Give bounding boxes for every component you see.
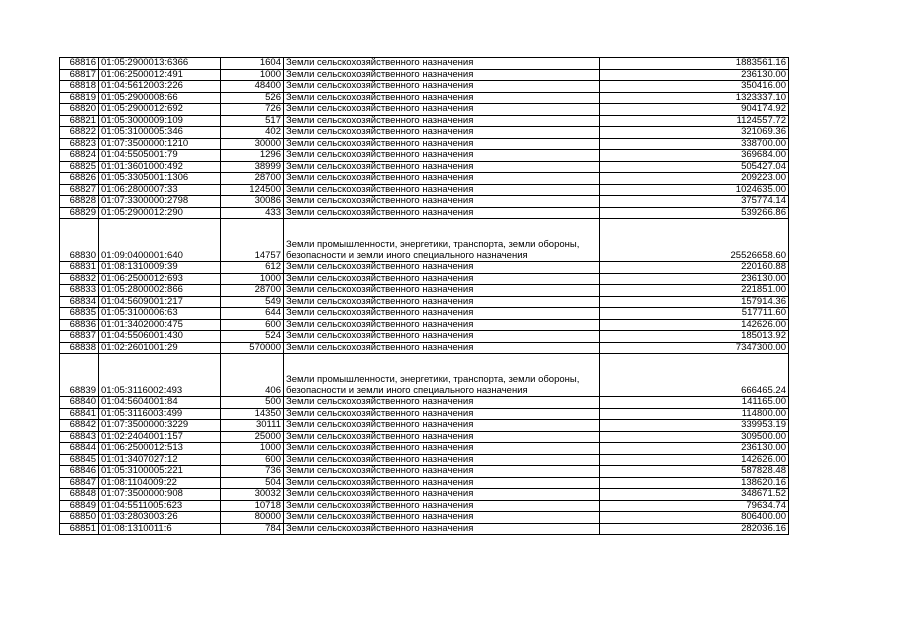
cadastral-number-cell: 01:06:2500012:513 xyxy=(99,443,221,455)
cadastral-value-cell: 309500.00 xyxy=(600,431,789,443)
row-number-cell: 68832 xyxy=(60,273,99,285)
land-category-cell: Земли сельскохозяйственного назначения xyxy=(284,138,600,150)
cadastral-number-cell: 01:06:2500012:491 xyxy=(99,69,221,81)
cadastral-number-cell: 01:07:3500000:1210 xyxy=(99,138,221,150)
cadastral-number-cell: 01:06:2800007:33 xyxy=(99,184,221,196)
land-category-cell: Земли промышленности, энергетики, транспорта, земли обороны, безопасности и земли иного специального назначения xyxy=(284,219,600,262)
cadastral-value-cell: 1024635.00 xyxy=(600,184,789,196)
area-cell: 736 xyxy=(221,466,284,478)
area-cell: 30086 xyxy=(221,196,284,208)
area-cell: 30111 xyxy=(221,420,284,432)
cadastral-value-cell: 1883561.16 xyxy=(600,58,789,70)
land-category-cell: Земли сельскохозяйственного назначения xyxy=(284,150,600,162)
land-category-cell: Земли сельскохозяйственного назначения xyxy=(284,331,600,343)
table-row xyxy=(60,69,789,81)
area-cell: 600 xyxy=(221,319,284,331)
table-row xyxy=(60,285,789,297)
cadastral-value-cell: 369684.00 xyxy=(600,150,789,162)
table-row xyxy=(60,397,789,409)
row-number-cell: 68819 xyxy=(60,92,99,104)
row-number-cell: 68842 xyxy=(60,420,99,432)
table-row xyxy=(60,319,789,331)
land-category-cell: Земли сельскохозяйственного назначения xyxy=(284,454,600,466)
row-number-cell: 68840 xyxy=(60,397,99,409)
land-category-cell: Земли сельскохозяйственного назначения xyxy=(284,512,600,524)
cadastral-value-cell: 221851.00 xyxy=(600,285,789,297)
land-category-cell: Земли сельскохозяйственного назначения xyxy=(284,161,600,173)
area-cell: 1000 xyxy=(221,273,284,285)
area-cell: 28700 xyxy=(221,173,284,185)
area-cell: 38999 xyxy=(221,161,284,173)
table-row xyxy=(60,296,789,308)
cadastral-number-cell: 01:04:5604001:84 xyxy=(99,397,221,409)
cadastral-number-cell: 01:05:3000009:109 xyxy=(99,115,221,127)
cadastral-value-cell: 806400.00 xyxy=(600,512,789,524)
table-row xyxy=(60,443,789,455)
land-category-cell: Земли сельскохозяйственного назначения xyxy=(284,431,600,443)
table-body xyxy=(60,58,789,535)
table-row xyxy=(60,127,789,139)
cadastral-value-cell: 666465.24 xyxy=(600,354,789,397)
cadastral-number-cell: 01:05:3100005:346 xyxy=(99,127,221,139)
table-row xyxy=(60,150,789,162)
row-number-cell: 68834 xyxy=(60,296,99,308)
area-cell: 433 xyxy=(221,207,284,219)
cadastral-number-cell: 01:08:1310009:39 xyxy=(99,262,221,274)
table-row xyxy=(60,431,789,443)
row-number-cell: 68846 xyxy=(60,466,99,478)
table-row xyxy=(60,58,789,70)
land-category-cell: Земли сельскохозяйственного назначения xyxy=(284,69,600,81)
area-cell: 10718 xyxy=(221,500,284,512)
cadastral-value-cell: 157914.36 xyxy=(600,296,789,308)
row-number-cell: 68829 xyxy=(60,207,99,219)
cadastral-number-cell: 01:05:2900008:66 xyxy=(99,92,221,104)
row-number-cell: 68851 xyxy=(60,523,99,535)
cadastral-value-cell: 338700.00 xyxy=(600,138,789,150)
row-number-cell: 68824 xyxy=(60,150,99,162)
row-number-cell: 68835 xyxy=(60,308,99,320)
table-row xyxy=(60,420,789,432)
cadastral-number-cell: 01:05:2900012:290 xyxy=(99,207,221,219)
area-cell: 1604 xyxy=(221,58,284,70)
table-row xyxy=(60,115,789,127)
land-category-cell: Земли сельскохозяйственного назначения xyxy=(284,262,600,274)
cadastral-value-cell: 25526658.60 xyxy=(600,219,789,262)
cadastral-value-cell: 339953.19 xyxy=(600,420,789,432)
land-category-cell: Земли промышленности, энергетики, транспорта, земли обороны, безопасности и земли иного специального назначения xyxy=(284,354,600,397)
land-category-cell: Земли сельскохозяйственного назначения xyxy=(284,81,600,93)
land-category-cell: Земли сельскохозяйственного назначения xyxy=(284,408,600,420)
area-cell: 1000 xyxy=(221,69,284,81)
row-number-cell: 68843 xyxy=(60,431,99,443)
area-cell: 30032 xyxy=(221,489,284,501)
table-row xyxy=(60,138,789,150)
cadastral-number-cell: 01:08:1310011:6 xyxy=(99,523,221,535)
row-number-cell: 68844 xyxy=(60,443,99,455)
area-cell: 28700 xyxy=(221,285,284,297)
area-cell: 406 xyxy=(221,354,284,397)
land-category-cell: Земли сельскохозяйственного назначения xyxy=(284,207,600,219)
cadastral-number-cell: 01:04:5609001:217 xyxy=(99,296,221,308)
row-number-cell: 68848 xyxy=(60,489,99,501)
table-row xyxy=(60,354,789,397)
cadastral-value-cell: 1323337.10 xyxy=(600,92,789,104)
land-registry-sheet xyxy=(59,57,789,535)
land-category-cell: Земли сельскохозяйственного назначения xyxy=(284,500,600,512)
area-cell: 500 xyxy=(221,397,284,409)
cadastral-value-cell: 348671.52 xyxy=(600,489,789,501)
land-category-cell: Земли сельскохозяйственного назначения xyxy=(284,273,600,285)
table-row xyxy=(60,273,789,285)
cadastral-value-cell: 236130.00 xyxy=(600,273,789,285)
cadastral-value-cell: 350416.00 xyxy=(600,81,789,93)
cadastral-value-cell: 185013.92 xyxy=(600,331,789,343)
table-row xyxy=(60,262,789,274)
cadastral-value-cell: 138620.16 xyxy=(600,477,789,489)
area-cell: 644 xyxy=(221,308,284,320)
area-cell: 80000 xyxy=(221,512,284,524)
row-number-cell: 68825 xyxy=(60,161,99,173)
area-cell: 784 xyxy=(221,523,284,535)
cadastral-number-cell: 01:07:3300000:2798 xyxy=(99,196,221,208)
table-row xyxy=(60,308,789,320)
row-number-cell: 68831 xyxy=(60,262,99,274)
row-number-cell: 68847 xyxy=(60,477,99,489)
land-category-cell: Земли сельскохозяйственного назначения xyxy=(284,477,600,489)
table-row xyxy=(60,523,789,535)
cadastral-number-cell: 01:06:2500012:693 xyxy=(99,273,221,285)
land-category-cell: Земли сельскохозяйственного назначения xyxy=(284,420,600,432)
land-category-cell: Земли сельскохозяйственного назначения xyxy=(284,92,600,104)
cadastral-value-cell: 209223.00 xyxy=(600,173,789,185)
area-cell: 526 xyxy=(221,92,284,104)
table-row xyxy=(60,219,789,262)
row-number-cell: 68850 xyxy=(60,512,99,524)
cadastral-value-cell: 587828.48 xyxy=(600,466,789,478)
cadastral-number-cell: 01:05:2900013:6366 xyxy=(99,58,221,70)
row-number-cell: 68822 xyxy=(60,127,99,139)
area-cell: 504 xyxy=(221,477,284,489)
land-category-cell: Земли сельскохозяйственного назначения xyxy=(284,127,600,139)
table-row xyxy=(60,173,789,185)
cadastral-number-cell: 01:07:3500000:3229 xyxy=(99,420,221,432)
cadastral-value-cell: 505427.04 xyxy=(600,161,789,173)
cadastral-number-cell: 01:02:2601001:29 xyxy=(99,342,221,354)
row-number-cell: 68841 xyxy=(60,408,99,420)
row-number-cell: 68816 xyxy=(60,58,99,70)
row-number-cell: 68836 xyxy=(60,319,99,331)
cadastral-value-cell: 142626.00 xyxy=(600,319,789,331)
land-category-cell: Земли сельскохозяйственного назначения xyxy=(284,466,600,478)
table-row xyxy=(60,104,789,116)
row-number-cell: 68828 xyxy=(60,196,99,208)
cadastral-value-cell: 141165.00 xyxy=(600,397,789,409)
land-plot-table xyxy=(59,57,789,535)
table-row xyxy=(60,477,789,489)
row-number-cell: 68837 xyxy=(60,331,99,343)
area-cell: 30000 xyxy=(221,138,284,150)
row-number-cell: 68830 xyxy=(60,219,99,262)
area-cell: 612 xyxy=(221,262,284,274)
land-category-cell: Земли сельскохозяйственного назначения xyxy=(284,319,600,331)
land-category-cell: Земли сельскохозяйственного назначения xyxy=(284,342,600,354)
cadastral-number-cell: 01:05:3305001:1306 xyxy=(99,173,221,185)
area-cell: 600 xyxy=(221,454,284,466)
table-row xyxy=(60,466,789,478)
cadastral-number-cell: 01:05:2900012:692 xyxy=(99,104,221,116)
cadastral-value-cell: 1124557.72 xyxy=(600,115,789,127)
cadastral-number-cell: 01:04:5612003:226 xyxy=(99,81,221,93)
cadastral-value-cell: 539266.86 xyxy=(600,207,789,219)
table-row xyxy=(60,342,789,354)
table-row xyxy=(60,331,789,343)
row-number-cell: 68838 xyxy=(60,342,99,354)
area-cell: 14757 xyxy=(221,219,284,262)
area-cell: 402 xyxy=(221,127,284,139)
land-category-cell: Земли сельскохозяйственного назначения xyxy=(284,285,600,297)
area-cell: 124500 xyxy=(221,184,284,196)
table-row xyxy=(60,512,789,524)
area-cell: 524 xyxy=(221,331,284,343)
cadastral-value-cell: 114800.00 xyxy=(600,408,789,420)
row-number-cell: 68845 xyxy=(60,454,99,466)
area-cell: 1000 xyxy=(221,443,284,455)
cadastral-number-cell: 01:05:3100006:63 xyxy=(99,308,221,320)
cadastral-value-cell: 142626.00 xyxy=(600,454,789,466)
area-cell: 726 xyxy=(221,104,284,116)
cadastral-value-cell: 7347300.00 xyxy=(600,342,789,354)
land-category-cell: Земли сельскохозяйственного назначения xyxy=(284,308,600,320)
row-number-cell: 68839 xyxy=(60,354,99,397)
row-number-cell: 68821 xyxy=(60,115,99,127)
cadastral-number-cell: 01:01:3402000:475 xyxy=(99,319,221,331)
table-row xyxy=(60,81,789,93)
cadastral-number-cell: 01:05:3116002:493 xyxy=(99,354,221,397)
row-number-cell: 68818 xyxy=(60,81,99,93)
land-category-cell: Земли сельскохозяйственного назначения xyxy=(284,397,600,409)
table-row xyxy=(60,408,789,420)
cadastral-number-cell: 01:01:3407027:12 xyxy=(99,454,221,466)
table-row xyxy=(60,196,789,208)
row-number-cell: 68833 xyxy=(60,285,99,297)
area-cell: 517 xyxy=(221,115,284,127)
area-cell: 549 xyxy=(221,296,284,308)
row-number-cell: 68849 xyxy=(60,500,99,512)
cadastral-value-cell: 220160.88 xyxy=(600,262,789,274)
land-category-cell: Земли сельскохозяйственного назначения xyxy=(284,489,600,501)
table-row xyxy=(60,489,789,501)
cadastral-number-cell: 01:03:2803003:26 xyxy=(99,512,221,524)
cadastral-number-cell: 01:05:2800002:866 xyxy=(99,285,221,297)
land-category-cell: Земли сельскохозяйственного назначения xyxy=(284,115,600,127)
cadastral-value-cell: 375774.14 xyxy=(600,196,789,208)
cadastral-value-cell: 517711.60 xyxy=(600,308,789,320)
cadastral-number-cell: 01:08:1104009:22 xyxy=(99,477,221,489)
cadastral-number-cell: 01:04:5505001:79 xyxy=(99,150,221,162)
table-row xyxy=(60,500,789,512)
area-cell: 1296 xyxy=(221,150,284,162)
area-cell: 14350 xyxy=(221,408,284,420)
row-number-cell: 68827 xyxy=(60,184,99,196)
cadastral-value-cell: 236130.00 xyxy=(600,443,789,455)
land-category-cell: Земли сельскохозяйственного назначения xyxy=(284,104,600,116)
cadastral-number-cell: 01:09:0400001:640 xyxy=(99,219,221,262)
land-category-cell: Земли сельскохозяйственного назначения xyxy=(284,523,600,535)
cadastral-value-cell: 236130.00 xyxy=(600,69,789,81)
row-number-cell: 68820 xyxy=(60,104,99,116)
cadastral-value-cell: 321069.36 xyxy=(600,127,789,139)
land-category-cell: Земли сельскохозяйственного назначения xyxy=(284,58,600,70)
row-number-cell: 68826 xyxy=(60,173,99,185)
table-row xyxy=(60,207,789,219)
cadastral-value-cell: 282036.16 xyxy=(600,523,789,535)
cadastral-number-cell: 01:04:5511005:623 xyxy=(99,500,221,512)
cadastral-number-cell: 01:01:3601000:492 xyxy=(99,161,221,173)
cadastral-number-cell: 01:04:5506001:430 xyxy=(99,331,221,343)
table-row xyxy=(60,92,789,104)
cadastral-number-cell: 01:02:2404001:157 xyxy=(99,431,221,443)
row-number-cell: 68823 xyxy=(60,138,99,150)
cadastral-value-cell: 79634.74 xyxy=(600,500,789,512)
land-category-cell: Земли сельскохозяйственного назначения xyxy=(284,173,600,185)
area-cell: 48400 xyxy=(221,81,284,93)
land-category-cell: Земли сельскохозяйственного назначения xyxy=(284,443,600,455)
cadastral-number-cell: 01:07:3500000:908 xyxy=(99,489,221,501)
cadastral-number-cell: 01:05:3100005:221 xyxy=(99,466,221,478)
table-row xyxy=(60,161,789,173)
table-row xyxy=(60,454,789,466)
land-category-cell: Земли сельскохозяйственного назначения xyxy=(284,196,600,208)
cadastral-value-cell: 904174.92 xyxy=(600,104,789,116)
row-number-cell: 68817 xyxy=(60,69,99,81)
area-cell: 25000 xyxy=(221,431,284,443)
land-category-cell: Земли сельскохозяйственного назначения xyxy=(284,184,600,196)
table-row xyxy=(60,184,789,196)
land-category-cell: Земли сельскохозяйственного назначения xyxy=(284,296,600,308)
area-cell: 570000 xyxy=(221,342,284,354)
cadastral-number-cell: 01:05:3116003:499 xyxy=(99,408,221,420)
